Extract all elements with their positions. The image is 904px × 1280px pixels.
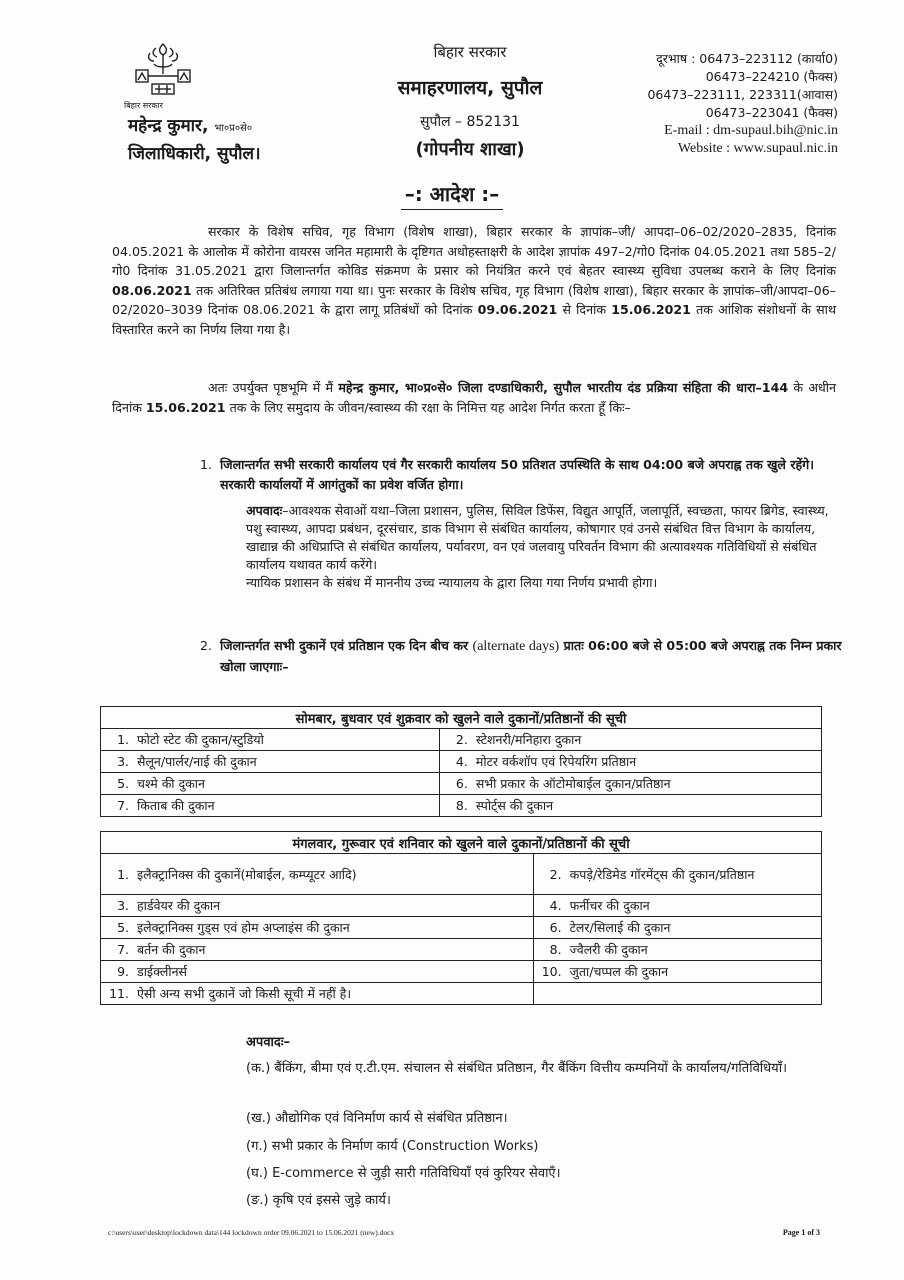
- table-title: मंगलवार, गुरूवार एवं शनिवार को खुलने वाले दुकानों/प्रतिष्ठानों की सूची: [101, 832, 822, 854]
- table-row: 1. इलैक्ट्रानिक्स की दुकानें(मोबाईल, कम्प्यूटर आदि) 2. कपड़े/रेडिमेड गॉरमेंट्स की दुकान/प्रतिष्ठान: [101, 854, 822, 895]
- table-row: 7. बर्तन की दुकान 8. ज्वैलरी की दुकान: [101, 939, 822, 961]
- table-row: 11. ऐसी अन्य सभी दुकानें जो किसी सूची में नहीं है।: [101, 983, 822, 1005]
- footer-file-path: c:\users\user\desktop\lockdown data\144 lockdown order 09.06.2021 to 15.06.2021 (new).docx: [108, 1228, 395, 1237]
- shop-name: स्पोर्ट्स की दुकान: [475, 798, 554, 813]
- government-name: बिहार सरकार: [433, 43, 507, 61]
- phone-line: दूरभाष : 06473–223112 (कार्या0): [656, 51, 838, 66]
- exception-item: (क.) बैंकिंग, बीमा एवं ए.टी.एम. संचालन से संबंधित प्रतिष्ठान, गैर बैंकिंग वित्तीय कम्पनियों के कार्यालय/गतिविधियाँ।: [246, 1061, 787, 1076]
- shop-name: मोटर वर्कशॉप एवं रिपेयरिंग प्रतिष्ठान: [475, 754, 637, 769]
- paragraph-order-statement: अतः उपर्युक्त पृष्ठभूमि में मैं महेन्द्र कुमार, भा०प्र०से० जिला दण्डाधिकारी, सुपौल भारतीय दंड प्रक्रिया संहिता की धारा–144 के अधीन दिनांक 15.06.2021 तक के लिए समुदाय के जीवन/स्वास्थ्य की रक्षा के निमित्त यह आदेश निर्गत करता हूँ किः–: [112, 380, 836, 415]
- office-pincode: सुपौल – 852131: [420, 114, 520, 130]
- shop-name: इलैक्ट्रानिक्स की दुकानें(मोबाईल, कम्प्यूटर आदि): [137, 866, 357, 882]
- table-title: सोमबार, बुधवार एवं शुक्रवार को खुलने वाले दुकानों/प्रतिष्ठानों की सूची: [101, 707, 822, 729]
- exception-item: (ग.) सभी प्रकार के निर्माण कार्य (Construction Works): [246, 1139, 539, 1154]
- shop-table-mon-wed-fri: [100, 706, 822, 817]
- table-row: 5. इलेक्ट्रानिक्स गुड्स एवं होम अप्लाइंस की दुकान 6. टेलर/सिलाई की दुकान: [101, 917, 822, 939]
- phone-line: 06473–223111, 223311(आवास): [647, 87, 838, 102]
- shop-name: टेलर/सिलाई की दुकान: [569, 920, 671, 935]
- shop-name: हार्डवेयर की दुकान: [137, 898, 221, 913]
- office-header: [340, 42, 600, 161]
- email-line: E-mail : dm-supaul.bih@nic.in: [664, 123, 838, 138]
- table-row: 9. डाईक्लीनर्स 10. जुता/चप्पल की दुकान: [101, 961, 822, 983]
- exceptions-heading: अपवादः–: [246, 1035, 290, 1050]
- shop-name: डाईक्लीनर्स: [137, 964, 187, 979]
- website-line: Website : www.supaul.nic.in: [677, 141, 838, 156]
- shop-name: इलेक्ट्रानिक्स गुड्स एवं होम अप्लाइंस की दुकान: [137, 920, 350, 935]
- phone-line: 06473–224210 (फैक्स): [705, 69, 838, 84]
- footer-page-number: Page 1 of 3: [782, 1228, 820, 1237]
- shop-name: चश्मे की दुकान: [137, 776, 205, 791]
- shop-name: ऐसी अन्य सभी दुकानें जो किसी सूची में नहीं है।: [137, 986, 352, 1001]
- table-row: 1. फोटो स्टेट की दुकान/स्टुडियो 2. स्टेशनरी/मनिहारा दुकान: [101, 729, 822, 751]
- exception-item: (ख.) औद्योगिक एवं विनिर्माण कार्य से संबंधित प्रतिष्ठान।: [246, 1111, 508, 1126]
- shop-name: किताब की दुकान: [137, 798, 215, 813]
- office-name: समाहरणालय, सुपौल: [397, 77, 543, 99]
- branch-name: (गोपनीय शाखा): [415, 139, 525, 160]
- shop-name: फर्नीचर की दुकान: [569, 898, 650, 913]
- shop-name: सैलून/पार्लर/नाई की दुकान: [137, 754, 257, 769]
- shop-name: स्टेशनरी/मनिहारा दुकान: [475, 732, 582, 747]
- order-title: –: आदेश :–: [0, 180, 904, 210]
- phone-line: 06473–223041 (फैक्स): [705, 105, 838, 120]
- emblem-caption: बिहार सरकार: [124, 101, 163, 110]
- exception-item: (ङ.) कृषि एवं इससे जुड़े कार्य।: [246, 1193, 391, 1208]
- shop-table-tue-thu-sat: [100, 831, 822, 1005]
- shop-name: कपड़े/रेडिमेड गॉरमेंट्स की दुकान/प्रतिष्ठान: [569, 866, 755, 882]
- table-row: 7. किताब की दुकान 8. स्पोर्ट्स की दुकान: [101, 795, 822, 817]
- exception-item: (घ.) E-commerce से जुड़ी सारी गतिविधियाँ एवं कुरियर सेवाएँ।: [246, 1166, 561, 1181]
- table-row: 3. हार्डवेयर की दुकान 4. फर्नीचर की दुकान: [101, 895, 822, 917]
- shop-name: ज्वैलरी की दुकान: [569, 942, 648, 957]
- officer-designation: जिलाधिकारी, सुपौल।: [128, 144, 261, 164]
- shop-name: बर्तन की दुकान: [137, 942, 206, 957]
- shop-name: जुता/चप्पल की दुकान: [569, 964, 669, 979]
- bihar-emblem-icon: [132, 40, 194, 102]
- order-item-1: 1. जिलान्तर्गत सभी सरकारी कार्यालय एवं गैर सरकारी कार्यालय 50 प्रतिशत उपस्थिति के साथ 04:00 बजे अपराह्न तक खुले रहेंगे। सरकारी कार्यालयों में आगंतुकों का प्रवेश वर्जित होगा।: [200, 457, 815, 492]
- table-row: 5. चश्मे की दुकान 6. सभी प्रकार के ऑटोमोबाईल दुकान/प्रतिष्ठान: [101, 773, 822, 795]
- officer-service: भा०प्र०से०: [214, 123, 253, 134]
- contact-block: [647, 50, 838, 158]
- officer-name: महेन्द्र कुमार, भा०प्र०से०: [128, 116, 253, 136]
- shop-name: फोटो स्टेट की दुकान/स्टुडियो: [137, 732, 264, 747]
- item-1-exception: अपवादः–आवश्यक सेवाओं यथा–जिला प्रशासन, पुलिस, सिविल डिफेंस, विद्युत आपूर्ति, जलापूर्ति, स्वच्छता, फायर ब्रिगेड, स्वास्थ्य, पशु स्वास्थ्य, आपदा प्रबंधन, दूरसंचार, डाक विभाग से संबंधित कार्यालय, कोषागार एवं उनसे संबंधित वित्त विभाग के कार्यालय, खाद्यान्न की अधिप्राप्ति से संबंधित कार्यालय, पर्यावरण, वन एवं जलवायु परिवर्तन विभाग की अत्यावश्यक गतिविधियों से संबंधित कार्यालय यथावत कार्य करेंगे। न्यायिक प्रशासन के संबंध में माननीय उच्च न्यायालय के द्वारा लिया गया निर्णय प्रभावी होगा।: [246, 502, 846, 592]
- table-row: 3. सैलून/पार्लर/नाई की दुकान 4. मोटर वर्कशॉप एवं रिपेयरिंग प्रतिष्ठान: [101, 751, 822, 773]
- judicial-note: न्यायिक प्रशासन के संबंध में माननीय उच्च न्यायालय के द्वारा लिया गया निर्णय प्रभावी होगा।: [246, 575, 658, 590]
- order-item-2: 2. जिलान्तर्गत सभी दुकानें एवं प्रतिष्ठान एक दिन बीच कर (alternate days) प्रातः 06:00 बजे से 05:00 बजे अपराह्न तक निम्न प्रकार खोला जाएगाः–: [200, 638, 842, 674]
- shop-name: सभी प्रकार के ऑटोमोबाईल दुकान/प्रतिष्ठान: [475, 776, 671, 791]
- paragraph-background: सरकार के विशेष सचिव, गृह विभाग (विशेष शाखा), बिहार सरकार के ज्ञापांक–जी/ आपदा–06–02/2020–2835, दिनांक 04.05.2021 के आलोक में कोरोना वायरस जनित महामारी के दृष्टिगत अधोहस्ताक्षरी के आदेश ज्ञापांक 497–2/गो0 दिनांक 04.05.2021 तथा 585–2/गो0 दिनांक 31.05.2021 द्वारा जिलान्तर्गत कोविड संक्रमण के प्रसार को नियंत्रित करने एवं बेहतर स्वास्थ्य सुविधा उपलब्ध कराने के लिए दिनांक 08.06.2021 तक अतिरिक्त प्रतिबंध लगाया गया था। पुनः सरकार के विशेष सचिव, गृह विभाग (विशेष शाखा), बिहार सरकार के ज्ञापांक–जी/आपदा–06–02/2020–3039 दिनांक 08.06.2021 के द्वारा लागू प्रतिबंधों को दिनांक 09.06.2021 से दिनांक 15.06.2021 तक आंशिक संशोधनों के साथ विस्तारित करने का निर्णय लिया गया है।: [112, 224, 836, 337]
